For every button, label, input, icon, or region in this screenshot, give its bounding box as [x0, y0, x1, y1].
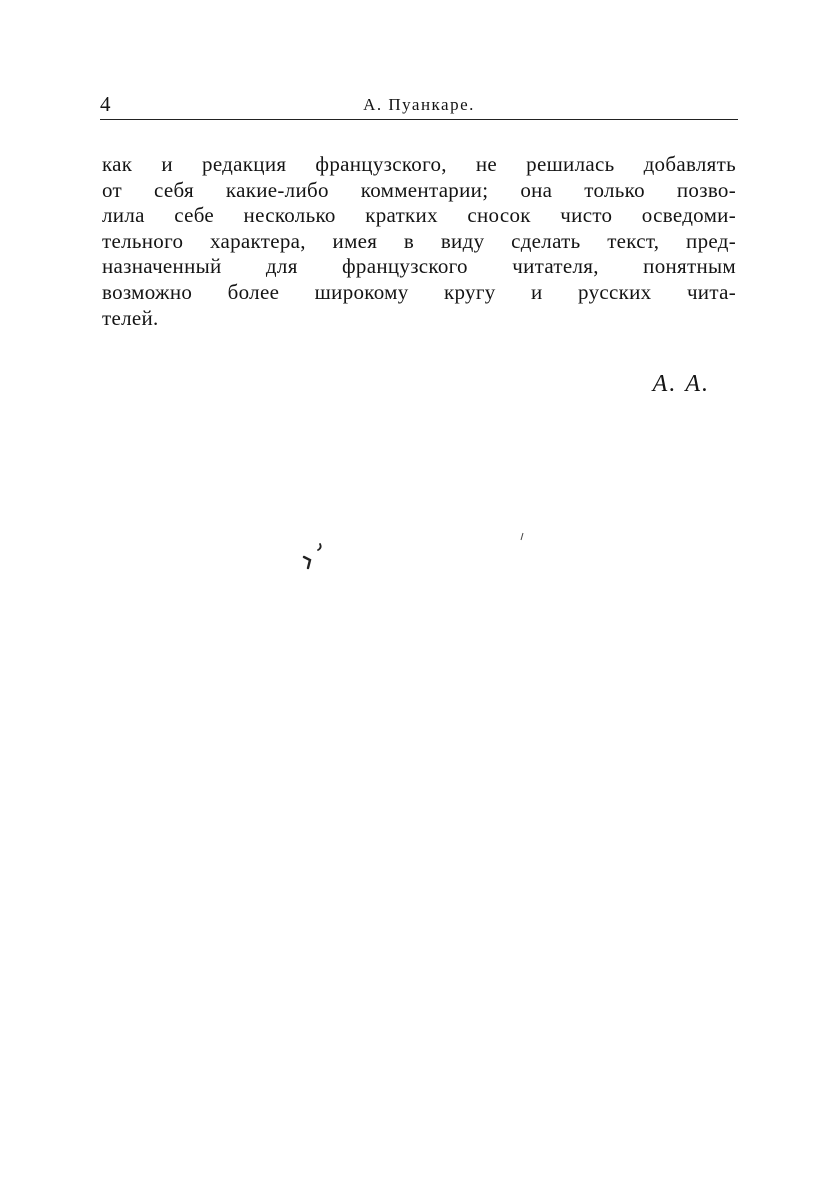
- header-rule: [100, 119, 738, 120]
- text-line: назначенный для французского читателя, понятным: [102, 254, 736, 279]
- text-line: как и редакция французского, не решилась добавлять: [102, 152, 736, 176]
- signature-initials: А. А.: [652, 371, 710, 397]
- running-head: А. Пуанкаре.: [363, 95, 475, 114]
- page-header: [100, 92, 738, 120]
- text-line: телей.: [102, 305, 159, 330]
- body-paragraph: [102, 152, 736, 331]
- text-line: возможно более широкому кругу и русских чита-: [102, 279, 736, 304]
- ink-speck-mark: [519, 532, 525, 542]
- page-number: 4: [100, 92, 111, 116]
- text-line: от себя какие-либо комментарии; она только позво-: [102, 177, 736, 202]
- text-line: лила себе несколько кратких сносок чисто осведоми-: [102, 203, 736, 228]
- text-line: тельного характера, имея в виду сделать текст, пред-: [102, 228, 736, 253]
- ink-speck-mark: [300, 540, 330, 570]
